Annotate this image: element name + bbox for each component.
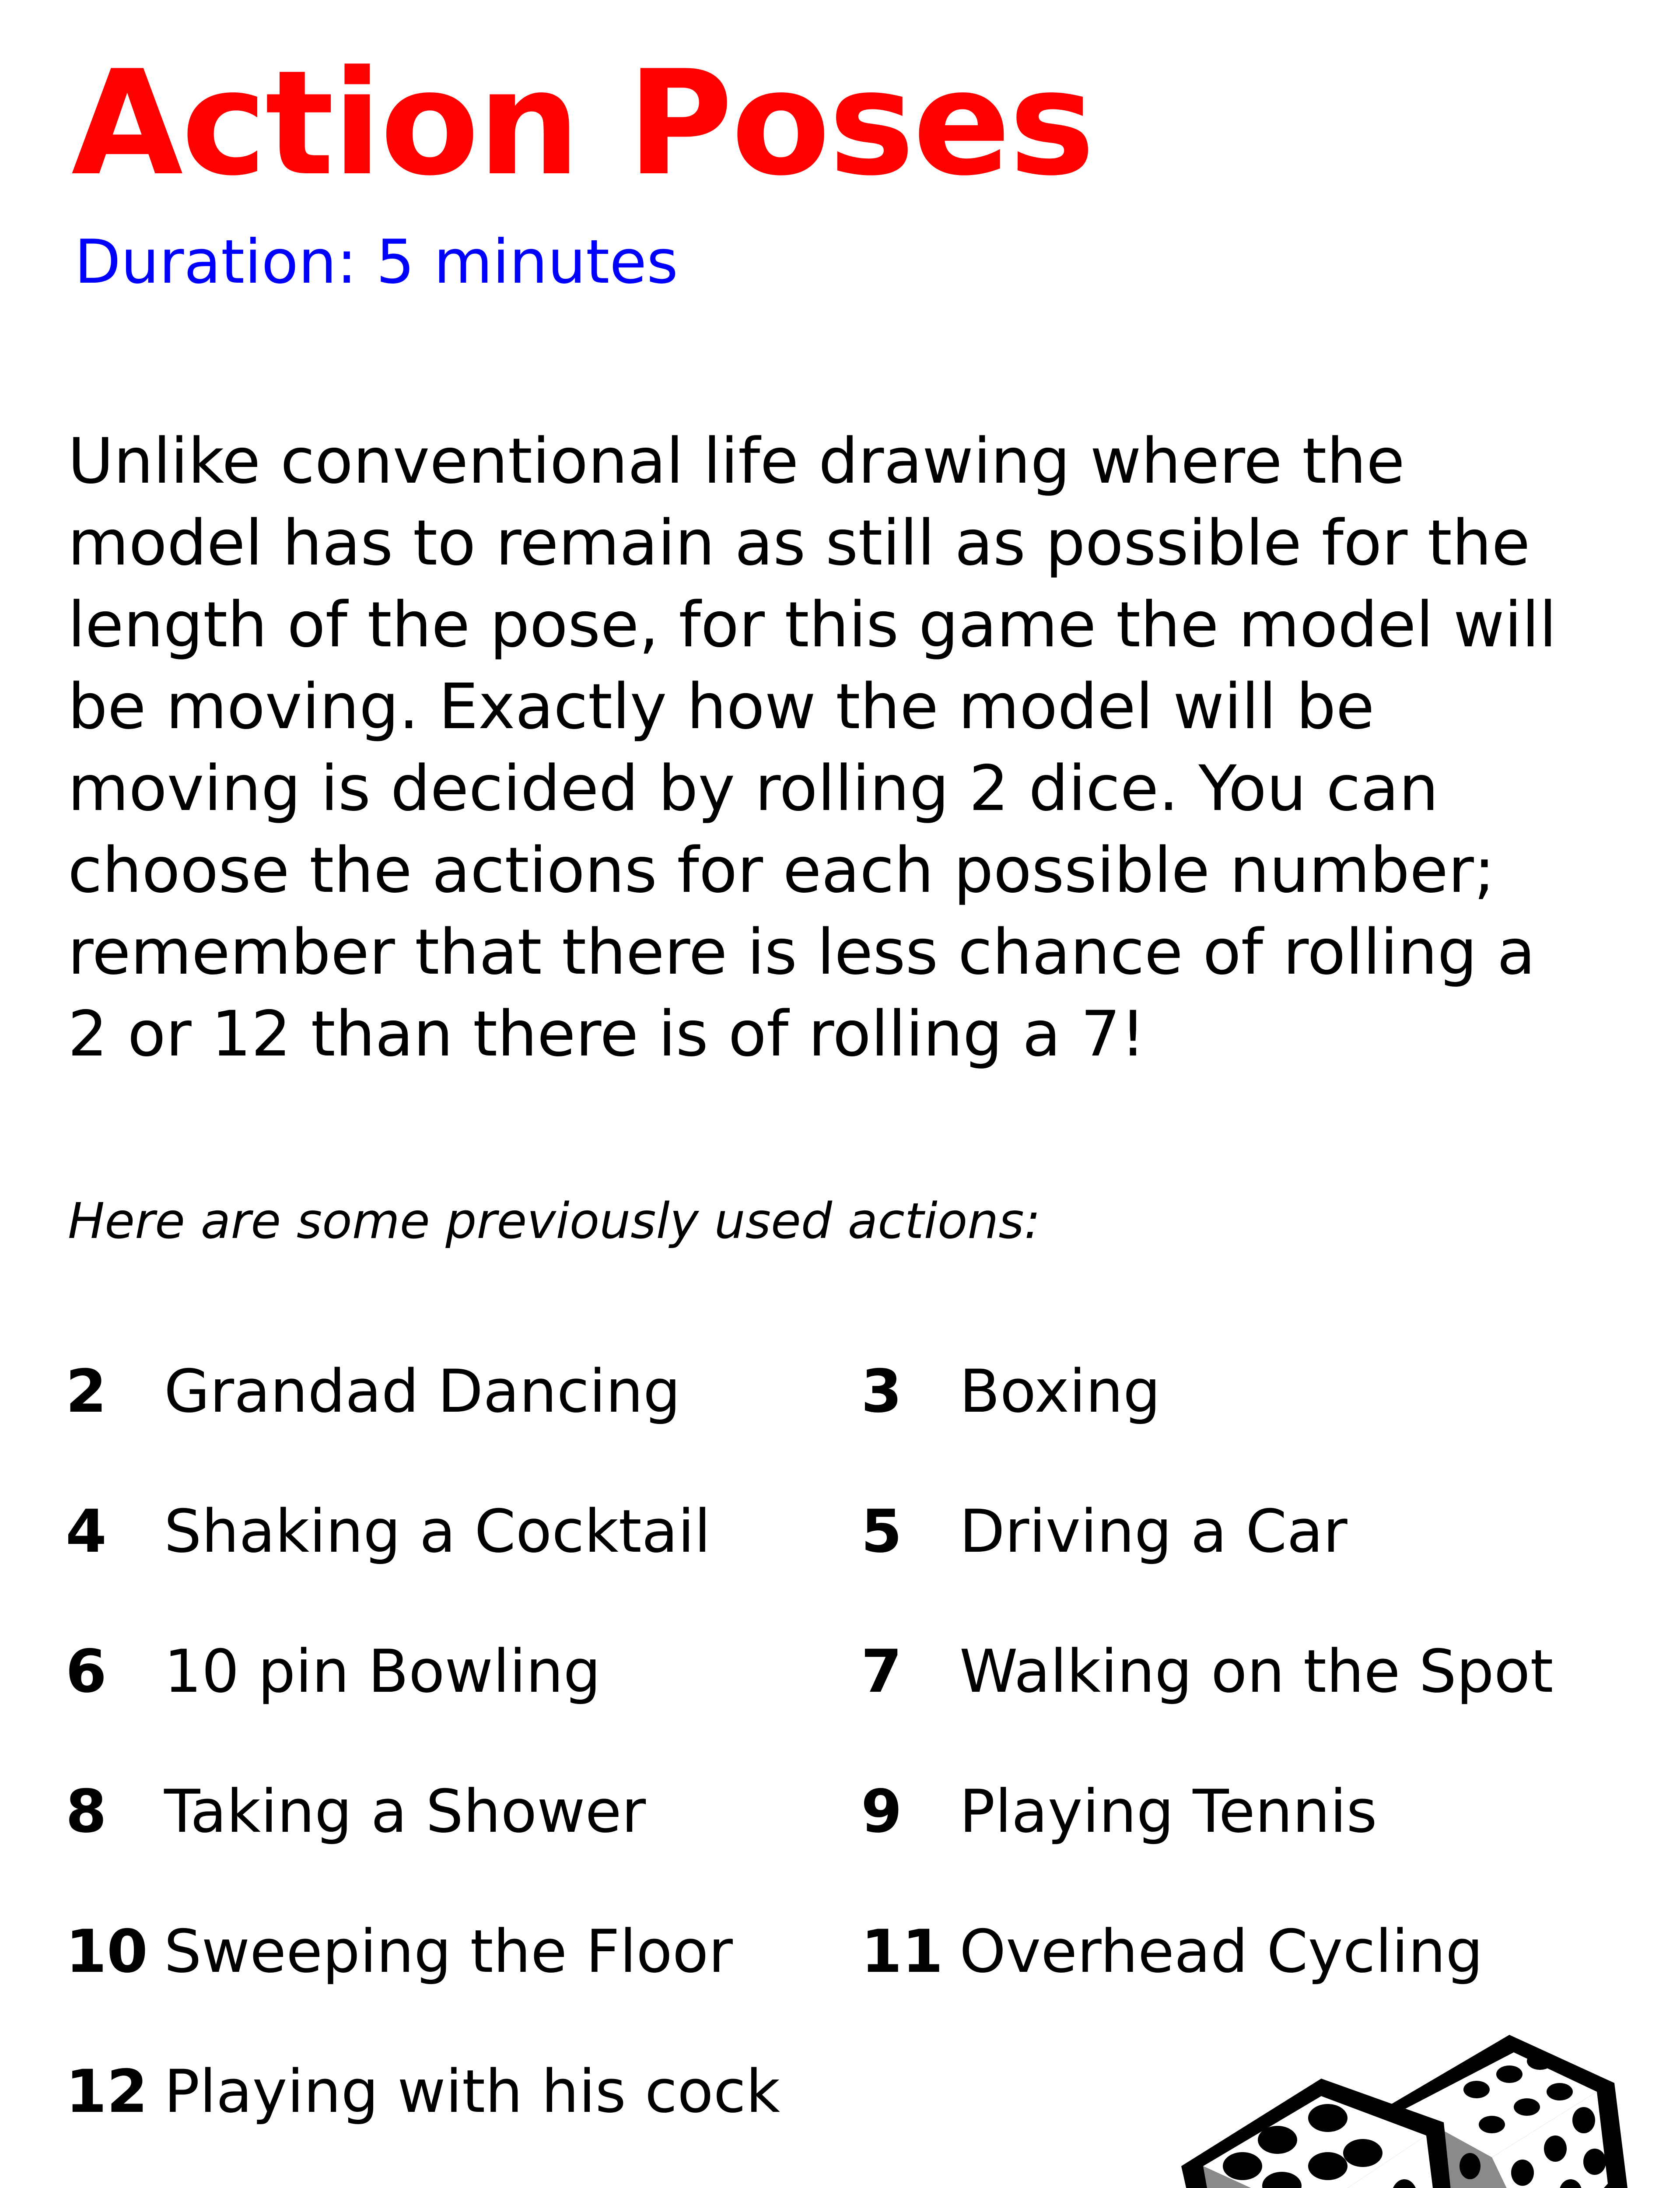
action-number: 9 — [861, 1777, 902, 1846]
action-label: Playing Tennis — [959, 1777, 1377, 1846]
description-line: be moving. Exactly how the model will be — [68, 670, 1375, 743]
action-number: 12 — [66, 2057, 148, 2126]
description-line: 2 or 12 than there is of rolling a 7! — [68, 997, 1146, 1070]
description — [68, 420, 1634, 1075]
action-label: Overhead Cycling — [959, 1917, 1483, 1986]
action-label: 10 pin Bowling — [164, 1637, 601, 1706]
action-number: 8 — [66, 1777, 107, 1846]
action-number: 5 — [861, 1497, 902, 1566]
action-number: 7 — [861, 1637, 902, 1706]
dice-icon — [1177, 2022, 1632, 2188]
action-label: Sweeping the Floor — [164, 1917, 733, 1986]
action-label: Taking a Shower — [164, 1777, 646, 1846]
action-number: 10 — [66, 1917, 148, 1986]
action-number: 3 — [861, 1357, 902, 1426]
description-line: Unlike conventional life drawing where the — [68, 424, 1405, 498]
duration-label: Duration: 5 minutes — [74, 227, 678, 297]
action-number: 2 — [66, 1357, 107, 1426]
action-label: Shaking a Cocktail — [164, 1497, 711, 1566]
action-label: Walking on the Spot — [959, 1637, 1554, 1706]
action-label: Grandad Dancing — [164, 1357, 681, 1426]
action-label: Boxing — [959, 1357, 1161, 1426]
description-line: length of the pose, for this game the model will — [68, 588, 1557, 661]
action-number: 11 — [861, 1917, 943, 1986]
action-label: Driving a Car — [959, 1497, 1348, 1566]
action-number: 4 — [66, 1497, 107, 1566]
actions-intro: Here are some previously used actions: — [68, 1193, 1041, 1250]
description-line: choose the actions for each possible number; — [68, 834, 1495, 907]
action-label: Playing with his cock — [164, 2057, 780, 2126]
description-line: model has to remain as still as possible for the — [68, 506, 1530, 579]
page-title: Action Poses — [71, 39, 1093, 207]
action-number: 6 — [66, 1637, 107, 1706]
description-line: moving is decided by rolling 2 dice. You can — [68, 752, 1439, 825]
description-line: remember that there is less chance of rolling a — [68, 915, 1536, 989]
